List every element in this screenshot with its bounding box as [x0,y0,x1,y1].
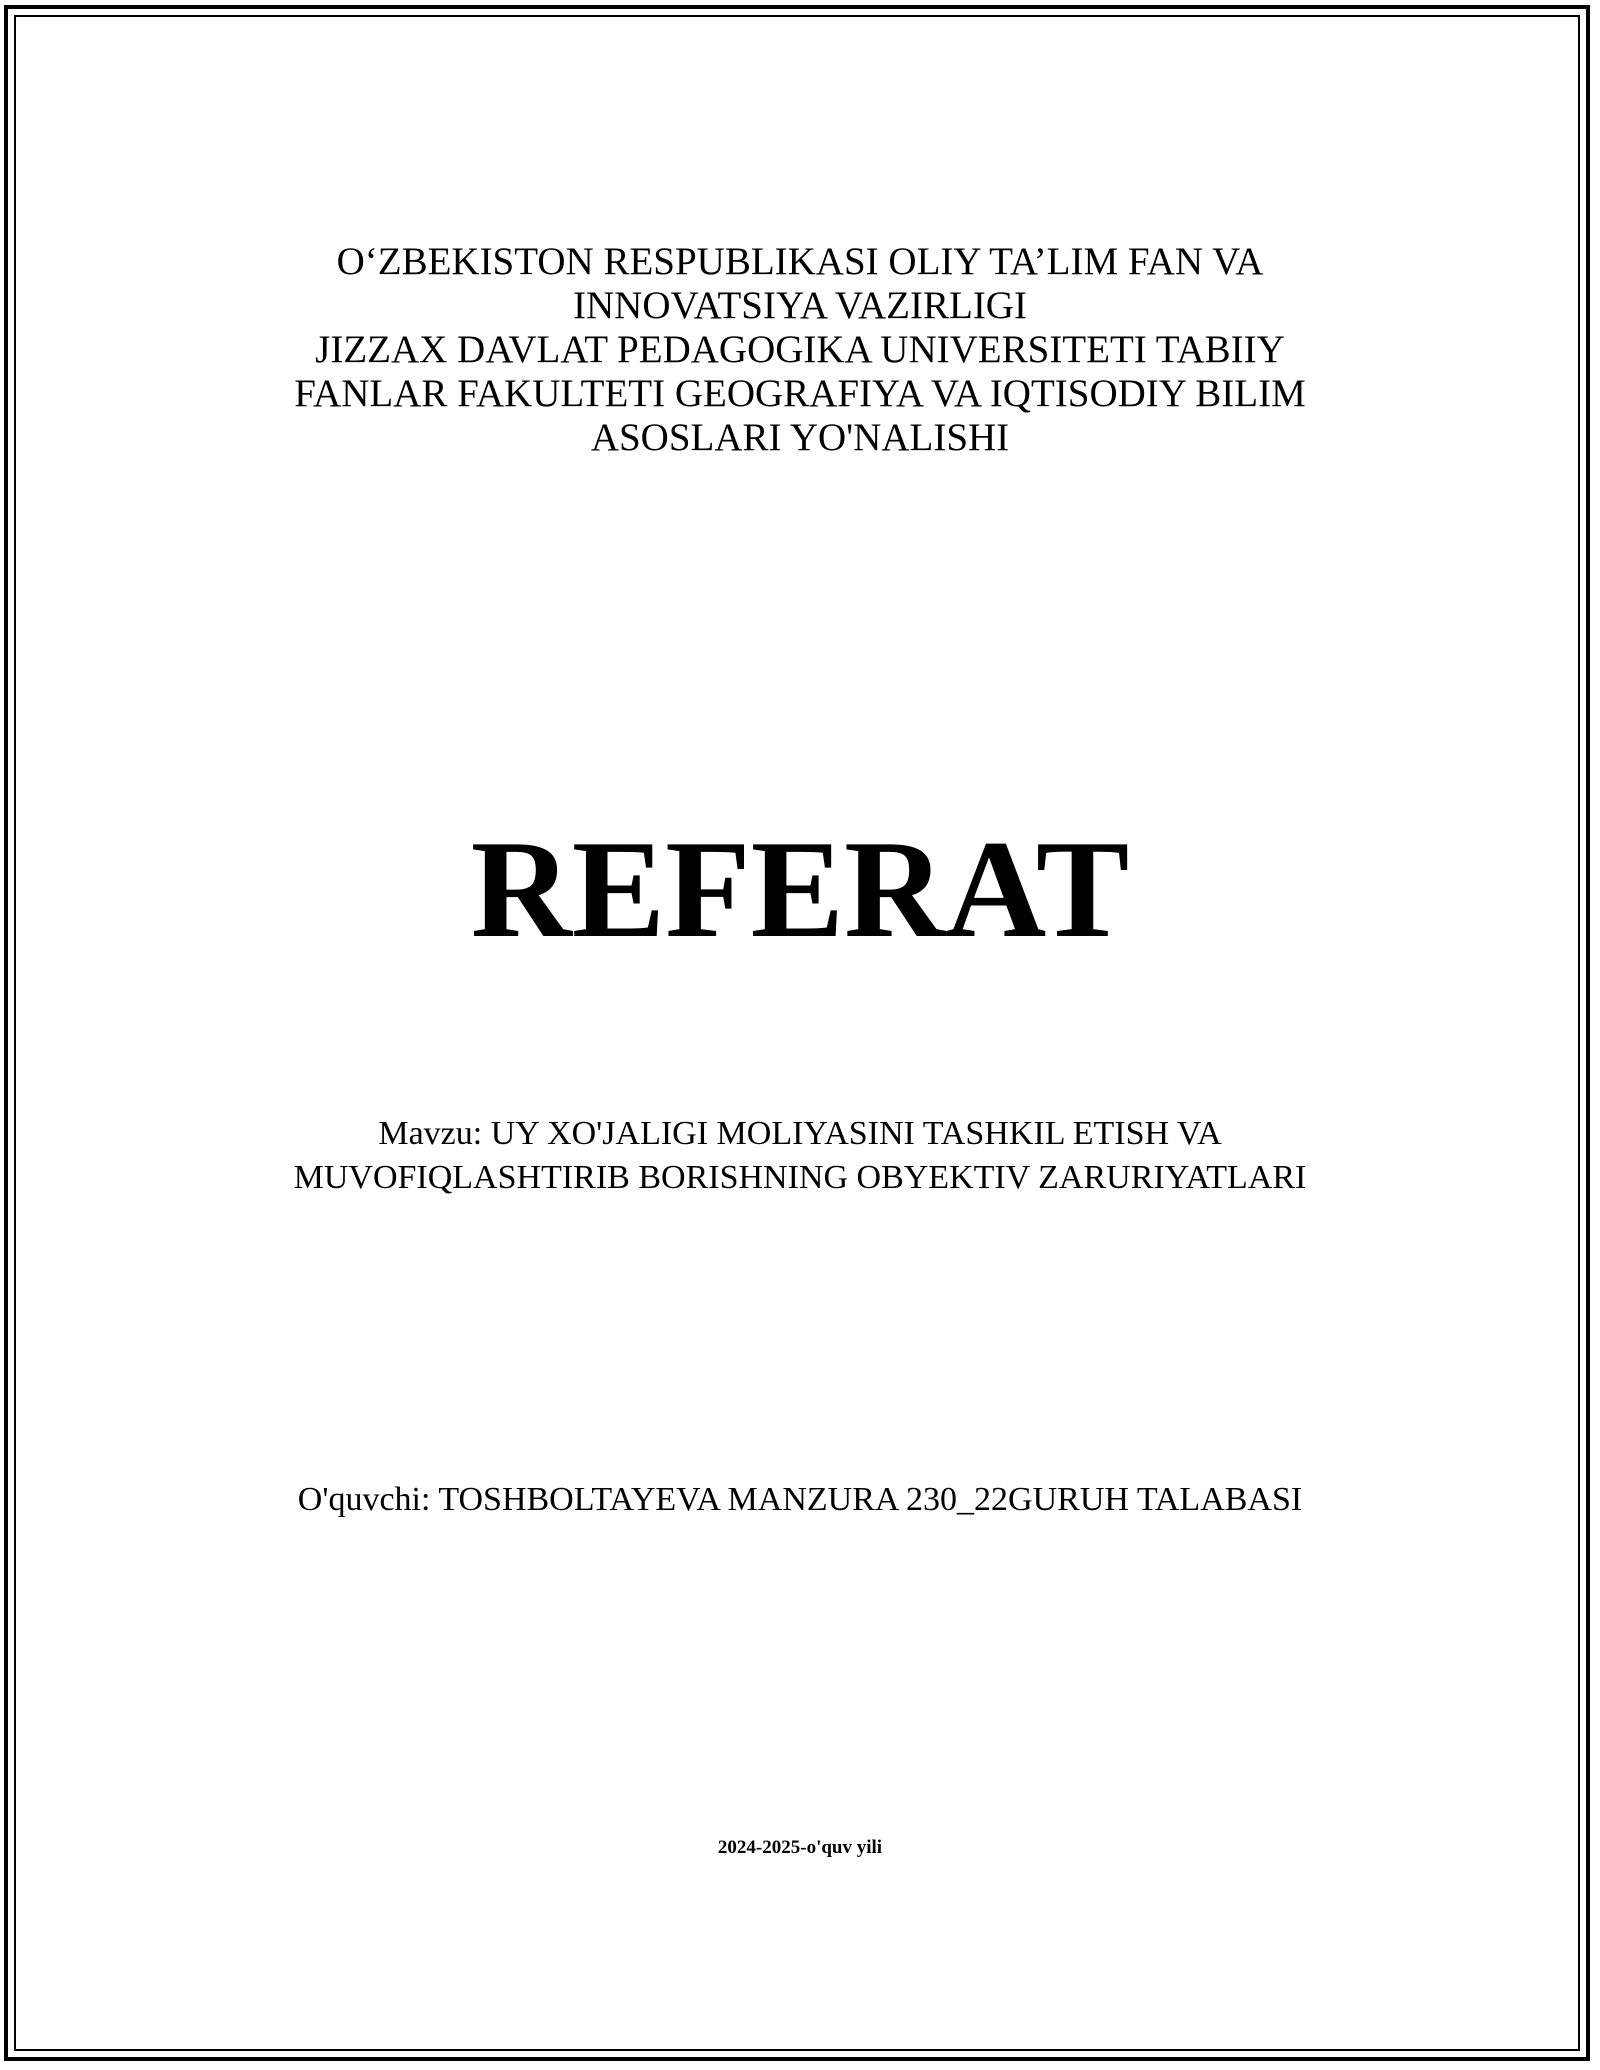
institution-header [0,240,1600,460]
header-line: O‘ZBEKISTON RESPUBLIKASI OLIY TA’LIM FAN VA [336,240,1264,283]
header-line: FANLAR FAKULTETI GEOGRAFIYA VA IQTISODIY BILIM [294,372,1306,415]
document-title: REFERAT [470,812,1130,967]
header-line: JIZZAX DAVLAT PEDAGOGIKA UNIVERSITETI TABIIY [315,328,1285,371]
topic-line: MUVOFIQLASHTIRIB BORISHNING OBYEKTIV ZARURIYATLARI [293,1159,1307,1196]
header-line: INNOVATSIYA VAZIRLIGI [573,284,1027,327]
header-line: ASOSLARI YO'NALISHI [590,416,1010,459]
topic-block [0,1112,1600,1200]
topic-line: Mavzu: UY XO'JALIGI MOLIYASINI TASHKIL ETISH VA [378,1115,1222,1152]
academic-year: 2024-2025-o'quv yili [717,1837,883,1858]
student-info: O'quvchi: TOSHBOLTAYEVA MANZURA 230_22GURUH TALABASI [297,1481,1303,1518]
